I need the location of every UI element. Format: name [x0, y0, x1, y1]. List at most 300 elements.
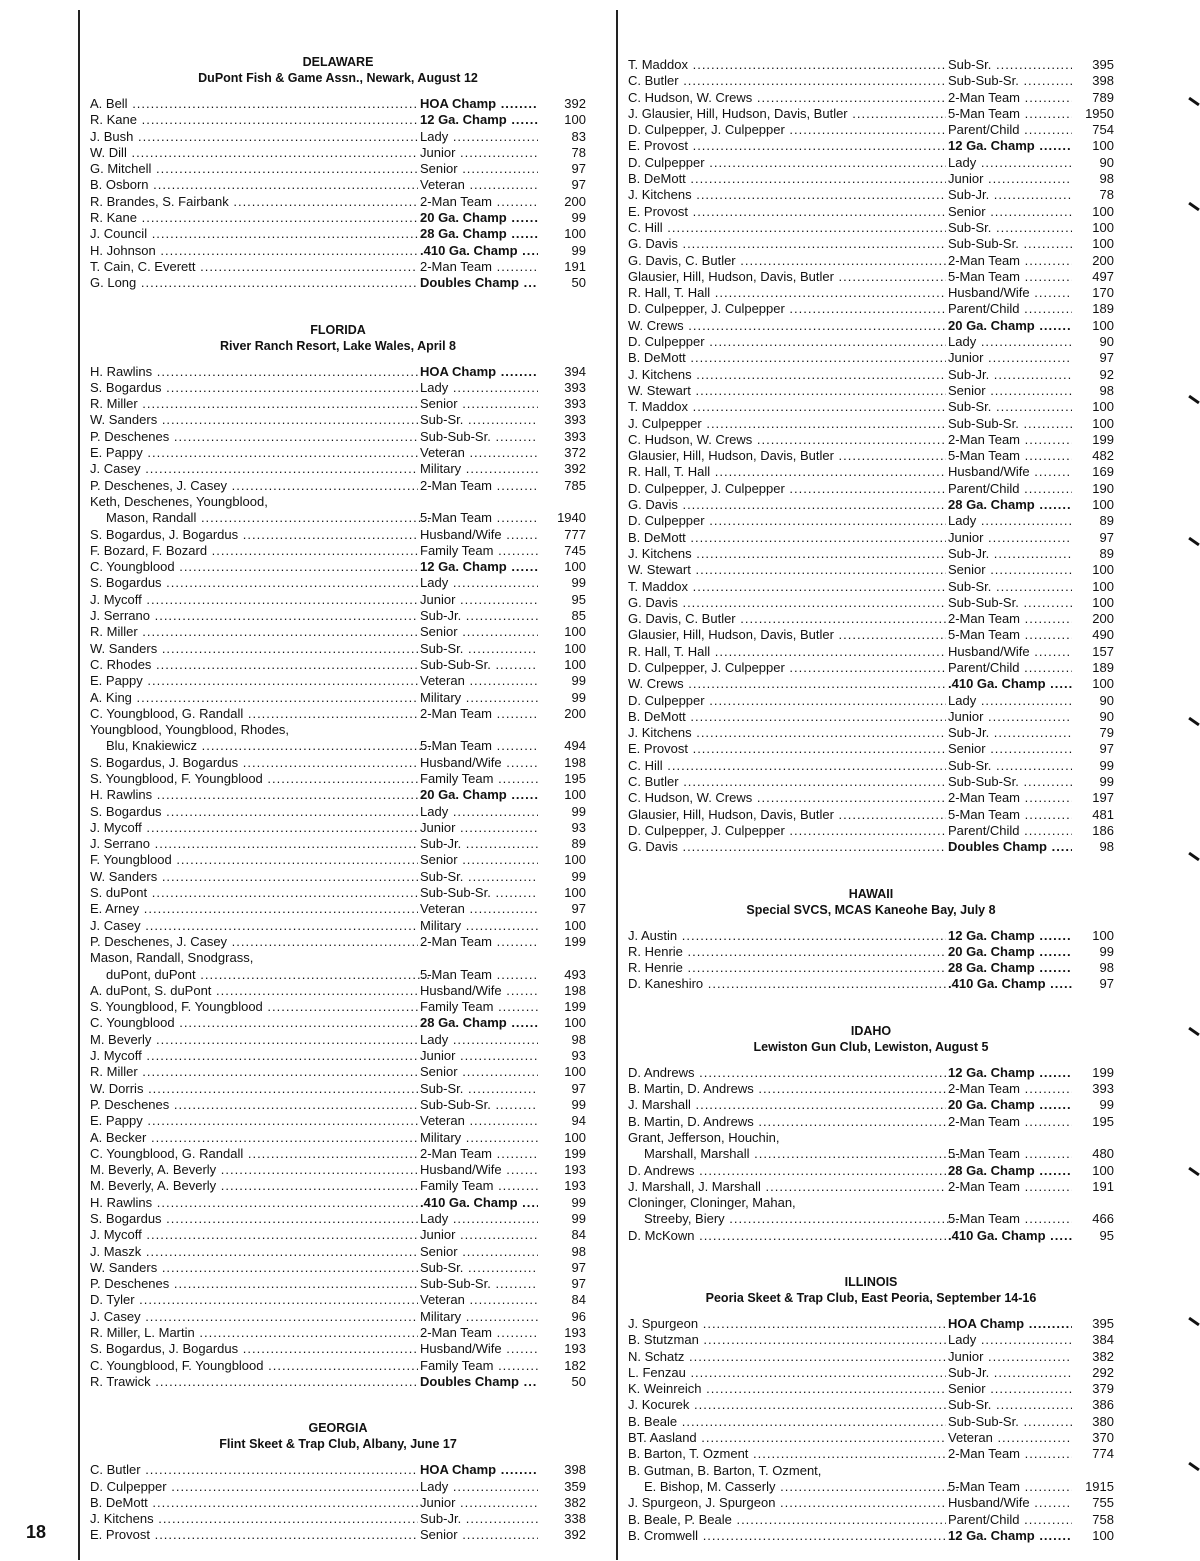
result-row	[628, 660, 1114, 676]
shooter-name: J. Casey .....	[90, 918, 418, 934]
score: 99	[571, 575, 586, 591]
result-row	[628, 106, 1114, 122]
event-category: 2-Man Team .....	[948, 1446, 1072, 1462]
event-category: Sub-Sub-Sr. .....	[948, 774, 1072, 790]
event-category: 28 Ga. Champ .....	[420, 226, 538, 242]
score: 386	[1092, 1397, 1114, 1413]
result-row	[90, 1048, 586, 1064]
score: 481	[1092, 806, 1114, 822]
result-row	[628, 350, 1114, 366]
score: 100	[564, 787, 586, 803]
event-category: Military .....	[420, 1309, 538, 1325]
shooter-name: W. Sanders .....	[90, 1260, 418, 1276]
shooter-name: A. Bell .....	[90, 96, 418, 112]
binding-edge-mark	[1188, 1170, 1200, 1192]
shooter-name: D. Tyler .....	[90, 1292, 418, 1308]
event-category: 28 Ga. Champ .....	[948, 1163, 1072, 1179]
event-category: 20 Ga. Champ .....	[948, 944, 1072, 960]
shooter-name: N. Schatz .....	[628, 1349, 946, 1365]
section-spacer	[90, 292, 586, 322]
score: 190	[1092, 480, 1114, 496]
shooter-name: S. Bogardus .....	[90, 1211, 418, 1227]
score: 97	[1099, 741, 1114, 757]
result-row	[628, 1349, 1114, 1365]
result-row	[628, 807, 1114, 823]
shooter-name: W. Sanders .....	[90, 869, 418, 885]
shooter-name: J. Mycoff .....	[90, 820, 418, 836]
score: 85	[571, 608, 586, 624]
event-category: 5-Man Team .....	[948, 1211, 1072, 1227]
result-row	[90, 364, 586, 380]
score: 777	[564, 526, 586, 542]
event-category: Junior .....	[420, 1227, 538, 1243]
shooter-name: Glausier, Hill, Hudson, Davis, Butler .....	[628, 627, 946, 643]
score: 186	[1092, 822, 1114, 838]
event-category: Sub-Sr. .....	[420, 1260, 538, 1276]
section-spacer	[628, 993, 1114, 1023]
score: 755	[1092, 1495, 1114, 1511]
event-category: Lady .....	[948, 334, 1072, 350]
shooter-name: R. Henrie .....	[628, 944, 946, 960]
result-row	[628, 839, 1114, 855]
shooter-name: J. Kitchens .....	[628, 367, 946, 383]
event-category: 20 Ga. Champ .....	[420, 787, 538, 803]
score: 96	[571, 1308, 586, 1324]
shooter-name: Mason, Randall, Snodgrass,	[90, 950, 254, 966]
result-row	[90, 1113, 586, 1129]
result-row	[628, 155, 1114, 171]
event-category: Senior .....	[948, 562, 1072, 578]
score: 83	[571, 128, 586, 144]
event-category: .410 Ga. Champ .....	[420, 243, 538, 259]
result-row	[628, 367, 1114, 383]
shooter-name: D. Culpepper, J. Culpepper .....	[628, 122, 946, 138]
shooter-name: R. Miller .....	[90, 1064, 418, 1080]
event-category: HOA Champ .....	[420, 96, 538, 112]
score: 200	[564, 705, 586, 721]
result-row	[628, 73, 1114, 89]
result-row	[90, 1479, 586, 1495]
shooter-name: E. Provost .....	[628, 741, 946, 757]
shooter-name: W. Dill .....	[90, 145, 418, 161]
result-row	[628, 1397, 1114, 1413]
shooter-name: R. Kane .....	[90, 210, 418, 226]
score: 78	[1099, 187, 1114, 203]
result-row	[628, 1430, 1114, 1446]
result-row	[90, 673, 586, 689]
shooter-name: W. Sanders .....	[90, 412, 418, 428]
event-category: 2-Man Team .....	[948, 1114, 1072, 1130]
left-column-rule	[78, 10, 80, 1560]
shooter-name: D. Kaneshiro .....	[628, 976, 946, 992]
result-row	[628, 220, 1114, 236]
result-row	[628, 1211, 1114, 1227]
event-category: Sub-Jr. .....	[948, 1365, 1072, 1381]
shooter-name: J. Council .....	[90, 226, 418, 242]
shooter-name: E. Pappy .....	[90, 673, 418, 689]
score: 393	[564, 428, 586, 444]
score: 384	[1092, 1332, 1114, 1348]
result-row	[90, 96, 586, 112]
score: 394	[564, 363, 586, 379]
score: 197	[1092, 790, 1114, 806]
event-category: Parent/Child .....	[948, 301, 1072, 317]
left-column	[90, 54, 586, 1544]
score: 100	[1092, 317, 1114, 333]
event-category: Junior .....	[420, 1495, 538, 1511]
result-row	[90, 1374, 586, 1390]
result-row	[628, 960, 1114, 976]
event-category: Sub-Sr. .....	[420, 869, 538, 885]
shooter-name: F. Youngblood .....	[90, 852, 418, 868]
score: 170	[1092, 285, 1114, 301]
score: 382	[564, 1494, 586, 1510]
shooter-name: R. Hall, T. Hall .....	[628, 285, 946, 301]
score: 100	[564, 852, 586, 868]
score: 169	[1092, 464, 1114, 480]
binding-edge-mark	[1188, 540, 1200, 562]
score: 393	[1092, 1081, 1114, 1097]
event-category: Sub-Jr. .....	[420, 836, 538, 852]
result-row	[628, 562, 1114, 578]
result-row	[628, 301, 1114, 317]
shooter-name: S. Youngblood, F. Youngblood .....	[90, 771, 418, 787]
score: 493	[564, 966, 586, 982]
event-category: 12 Ga. Champ .....	[948, 928, 1072, 944]
binding-edge-mark	[1188, 1465, 1200, 1487]
shooter-name: B. Martin, D. Andrews .....	[628, 1081, 946, 1097]
score: 99	[1099, 1097, 1114, 1113]
shooter-name: R. Henrie .....	[628, 960, 946, 976]
result-row	[628, 611, 1114, 627]
score: 100	[1092, 399, 1114, 415]
result-row	[628, 579, 1114, 595]
shooter-name: Streeby, Biery .....	[628, 1211, 962, 1227]
event-category: Lady .....	[420, 1032, 538, 1048]
result-row	[628, 1479, 1114, 1495]
result-row	[90, 771, 586, 787]
event-category: Senior .....	[948, 741, 1072, 757]
shooter-name: G. Davis .....	[628, 595, 946, 611]
shooter-name: W. Stewart .....	[628, 562, 946, 578]
score: 380	[1092, 1413, 1114, 1429]
result-row	[90, 836, 586, 852]
result-row	[628, 57, 1114, 73]
event-category: Sub-Sr. .....	[948, 399, 1072, 415]
event-category: HOA Champ .....	[420, 364, 538, 380]
shooter-name: H. Rawlins .....	[90, 1195, 418, 1211]
score: 199	[564, 1145, 586, 1161]
score: 789	[1092, 89, 1114, 105]
shooter-name: T. Maddox .....	[628, 57, 946, 73]
shooter-name: Mason, Randall .....	[90, 510, 434, 526]
score: 100	[564, 1015, 586, 1031]
event-category: Sub-Sr. .....	[948, 57, 1072, 73]
score: 758	[1092, 1511, 1114, 1527]
score: 193	[564, 1341, 586, 1357]
result-row	[90, 494, 586, 510]
event-category: Veteran .....	[420, 673, 538, 689]
shooter-name: S. Bogardus, J. Bogardus .....	[90, 755, 418, 771]
result-row	[628, 774, 1114, 790]
shooter-name: B. Beale, P. Beale .....	[628, 1512, 946, 1528]
score: 393	[564, 379, 586, 395]
event-category: 5-Man Team .....	[948, 1146, 1072, 1162]
score: 100	[564, 1129, 586, 1145]
shooter-name: S. Bogardus .....	[90, 575, 418, 591]
score: 182	[564, 1357, 586, 1373]
shooter-name: C. Youngblood, G. Randall .....	[90, 1146, 418, 1162]
shooter-name: E. Pappy .....	[90, 1113, 418, 1129]
score: 392	[564, 461, 586, 477]
score: 99	[571, 242, 586, 258]
result-row	[628, 1381, 1114, 1397]
shooter-name: E. Provost .....	[628, 138, 946, 154]
event-category: Sub-Sub-Sr. .....	[420, 1097, 538, 1113]
result-row	[628, 171, 1114, 187]
score: 370	[1092, 1430, 1114, 1446]
shooter-name: G. Davis .....	[628, 236, 946, 252]
result-row	[90, 1032, 586, 1048]
event-category: Sub-Jr. .....	[948, 187, 1072, 203]
result-row	[90, 1097, 586, 1113]
event-category: Sub-Sr. .....	[948, 579, 1072, 595]
results-section	[90, 54, 586, 292]
event-category: Sub-Sub-Sr. .....	[420, 1276, 538, 1292]
shooter-name: R. Hall, T. Hall .....	[628, 464, 946, 480]
shooter-name: D. Culpepper .....	[628, 513, 946, 529]
event-category: Senior .....	[420, 396, 538, 412]
binding-edge-mark	[1188, 398, 1200, 420]
score: 100	[564, 1064, 586, 1080]
event-category: Veteran .....	[420, 1113, 538, 1129]
score: 100	[1092, 138, 1114, 154]
score: 100	[564, 917, 586, 933]
result-row	[628, 1081, 1114, 1097]
score: 497	[1092, 268, 1114, 284]
event-category: Veteran .....	[420, 445, 538, 461]
result-row	[90, 559, 586, 575]
result-row	[90, 1081, 586, 1097]
event-category: Family Team .....	[420, 1358, 538, 1374]
score: 292	[1092, 1364, 1114, 1380]
event-category: Junior .....	[420, 1048, 538, 1064]
result-row	[90, 575, 586, 591]
event-category: Parent/Child .....	[948, 660, 1072, 676]
event-category: Sub-Jr. .....	[948, 725, 1072, 741]
event-category: Junior .....	[948, 171, 1072, 187]
result-row	[90, 1130, 586, 1146]
score: 89	[571, 836, 586, 852]
score: 199	[564, 999, 586, 1015]
result-row	[628, 334, 1114, 350]
state-title: DELAWARE	[302, 55, 374, 69]
shooter-name: J. Culpepper .....	[628, 416, 946, 432]
result-row	[90, 1325, 586, 1341]
result-row	[628, 741, 1114, 757]
result-row	[628, 187, 1114, 203]
score: 100	[1092, 497, 1114, 513]
event-category: Sub-Sub-Sr. .....	[420, 429, 538, 445]
score: 200	[1092, 611, 1114, 627]
result-row	[628, 285, 1114, 301]
score: 99	[1099, 757, 1114, 773]
result-row	[628, 1332, 1114, 1348]
score: 338	[564, 1511, 586, 1527]
shooter-name: J. Spurgeon .....	[628, 1316, 946, 1332]
event-category: Senior .....	[420, 1527, 538, 1543]
score: 195	[1092, 1113, 1114, 1129]
result-row	[628, 138, 1114, 154]
result-row	[628, 823, 1114, 839]
page-number: 18	[26, 1522, 47, 1542]
event-category: Husband/Wife .....	[420, 983, 538, 999]
result-row	[90, 226, 586, 242]
event-category: Lady .....	[420, 1479, 538, 1495]
shooter-name: A. King .....	[90, 690, 418, 706]
event-category: Doubles Champ .....	[420, 1374, 538, 1390]
score: 100	[1092, 578, 1114, 594]
event-category: Senior .....	[948, 1381, 1072, 1397]
score: 98	[1099, 839, 1114, 855]
result-row	[90, 852, 586, 868]
score: 392	[564, 1527, 586, 1543]
score: 100	[564, 656, 586, 672]
event-category: Sub-Sub-Sr. .....	[948, 1414, 1072, 1430]
event-category: Husband/Wife .....	[420, 755, 538, 771]
shooter-name: E. Provost .....	[628, 204, 946, 220]
result-row	[90, 1462, 586, 1478]
result-row	[628, 1114, 1114, 1130]
event-category: Husband/Wife .....	[420, 1162, 538, 1178]
event-category: Lady .....	[420, 804, 538, 820]
shooter-name: P. Deschenes .....	[90, 1097, 418, 1113]
score: 99	[571, 673, 586, 689]
shooter-name: B. DeMott .....	[90, 1495, 418, 1511]
event-category: 20 Ga. Champ .....	[948, 318, 1072, 334]
result-row	[628, 790, 1114, 806]
result-row	[90, 478, 586, 494]
shooter-name: J. Spurgeon, J. Spurgeon .....	[628, 1495, 946, 1511]
state-title: GEORGIA	[308, 1421, 368, 1436]
result-row	[90, 608, 586, 624]
score: 198	[564, 754, 586, 770]
shooter-name: C. Hudson, W. Crews .....	[628, 790, 946, 806]
event-category: 5-Man Team .....	[420, 967, 538, 983]
event-category: 2-Man Team .....	[948, 611, 1072, 627]
event-category: 2-Man Team .....	[420, 478, 538, 494]
result-row	[628, 693, 1114, 709]
result-row	[90, 1195, 586, 1211]
score: 393	[564, 396, 586, 412]
shooter-name: D. Culpepper .....	[628, 155, 946, 171]
shooter-name: D. McKown .....	[628, 1228, 946, 1244]
result-row	[628, 644, 1114, 660]
shooter-name: R. Hall, T. Hall .....	[628, 644, 946, 660]
shooter-name: J. Casey .....	[90, 1309, 418, 1325]
result-row	[90, 1309, 586, 1325]
shooter-name: Keth, Deschenes, Youngblood,	[90, 493, 268, 509]
shooter-name: C. Hudson, W. Crews .....	[628, 432, 946, 448]
result-row	[628, 513, 1114, 529]
result-row	[628, 627, 1114, 643]
result-row	[628, 269, 1114, 285]
shooter-name: C. Youngblood, G. Randall .....	[90, 706, 418, 722]
score: 100	[1092, 1162, 1114, 1178]
result-row	[628, 122, 1114, 138]
event-category: Veteran .....	[420, 901, 538, 917]
event-venue: Peoria Skeet & Trap Club, East Peoria, September 14-16	[705, 1291, 1037, 1305]
shooter-name: M. Beverly .....	[90, 1032, 418, 1048]
shooter-name: J. Mycoff .....	[90, 592, 418, 608]
result-row	[90, 706, 586, 722]
shooter-name: J. Maszk .....	[90, 1244, 418, 1260]
score: 90	[1099, 708, 1114, 724]
event-category: Military .....	[420, 461, 538, 477]
result-row	[90, 1178, 586, 1194]
results-section	[628, 993, 1114, 1244]
score: 395	[1092, 1316, 1114, 1331]
score: 100	[1092, 1527, 1114, 1543]
shooter-name: Cloninger, Cloninger, Mahan,	[628, 1195, 796, 1211]
score: 97	[1099, 529, 1114, 545]
result-row	[90, 1276, 586, 1292]
score: 97	[571, 1080, 586, 1096]
score: 93	[571, 819, 586, 835]
result-row	[628, 546, 1114, 562]
state-title: ILLINOIS	[844, 1275, 898, 1289]
event-category: Sub-Sub-Sr. .....	[948, 236, 1072, 252]
result-row	[628, 399, 1114, 415]
result-row	[628, 1228, 1114, 1244]
event-category: Junior .....	[948, 1349, 1072, 1365]
event-category: .410 Ga. Champ .....	[948, 976, 1072, 992]
score: 359	[564, 1478, 586, 1494]
score: 92	[1099, 366, 1114, 382]
event-venue: Lewiston Gun Club, Lewiston, August 5	[753, 1039, 989, 1054]
result-row	[90, 145, 586, 161]
result-row	[628, 1528, 1114, 1544]
shooter-name: J. Marshall, J. Marshall .....	[628, 1179, 946, 1195]
result-row	[628, 676, 1114, 692]
event-category: Junior .....	[948, 530, 1072, 546]
result-row	[90, 510, 586, 526]
result-row	[90, 738, 586, 754]
result-row	[90, 869, 586, 885]
shooter-name: J. Bush .....	[90, 129, 418, 145]
event-category: Senior .....	[420, 161, 538, 177]
score: 100	[564, 640, 586, 656]
score: 99	[571, 1096, 586, 1112]
result-row	[90, 592, 586, 608]
score: 100	[1092, 203, 1114, 219]
result-row	[90, 787, 586, 803]
score: 97	[571, 1276, 586, 1292]
score: 93	[571, 1048, 586, 1064]
shooter-name: J. Kitchens .....	[90, 1511, 418, 1527]
score: 398	[1092, 73, 1114, 89]
shooter-name: A. Becker .....	[90, 1130, 418, 1146]
score: 195	[564, 770, 586, 786]
results-section	[90, 292, 586, 1391]
shooter-name: J. Serrano .....	[90, 836, 418, 852]
event-category: Sub-Sr. .....	[948, 1397, 1072, 1413]
result-row	[90, 1527, 586, 1543]
result-row	[628, 1163, 1114, 1179]
result-row	[628, 928, 1114, 944]
shooter-name: BT. Aasland .....	[628, 1430, 946, 1446]
shooter-name: L. Fenzau .....	[628, 1365, 946, 1381]
